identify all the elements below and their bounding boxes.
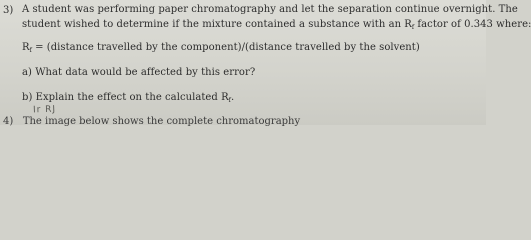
next-question-line <box>3 116 300 128</box>
handwritten-note: Ir RJ <box>32 104 57 116</box>
next-question-cropped <box>0 118 486 125</box>
part-b-end: . <box>230 92 235 103</box>
question-intro-line-1: A student was performing paper chromatography and let the separation continue overnight. The <box>22 4 518 15</box>
rf-subscript: f <box>411 24 415 31</box>
formula-text: = (distance travelled by the component)/(distance travelled by the solvent) <box>31 42 420 53</box>
rf-formula <box>22 42 420 57</box>
question-number: 3) <box>3 5 14 16</box>
part-b-subscript: f <box>228 97 231 104</box>
formula-symbol: R <box>22 42 30 53</box>
intro-text: student wished to determine if the mixture contained a substance with an R <box>22 19 412 30</box>
intro-text-end: factor of 0.343 where: <box>414 19 531 30</box>
next-question-number: 4) <box>3 116 14 127</box>
part-b-text: b) Explain the effect on the calculated R <box>22 92 229 103</box>
part-a: a) What data would be affected by this error? <box>22 67 256 78</box>
formula-subscript: f <box>29 47 32 54</box>
question-intro-line-2 <box>22 19 531 34</box>
next-question-text: The image below shows the complete chromatography <box>22 116 301 127</box>
